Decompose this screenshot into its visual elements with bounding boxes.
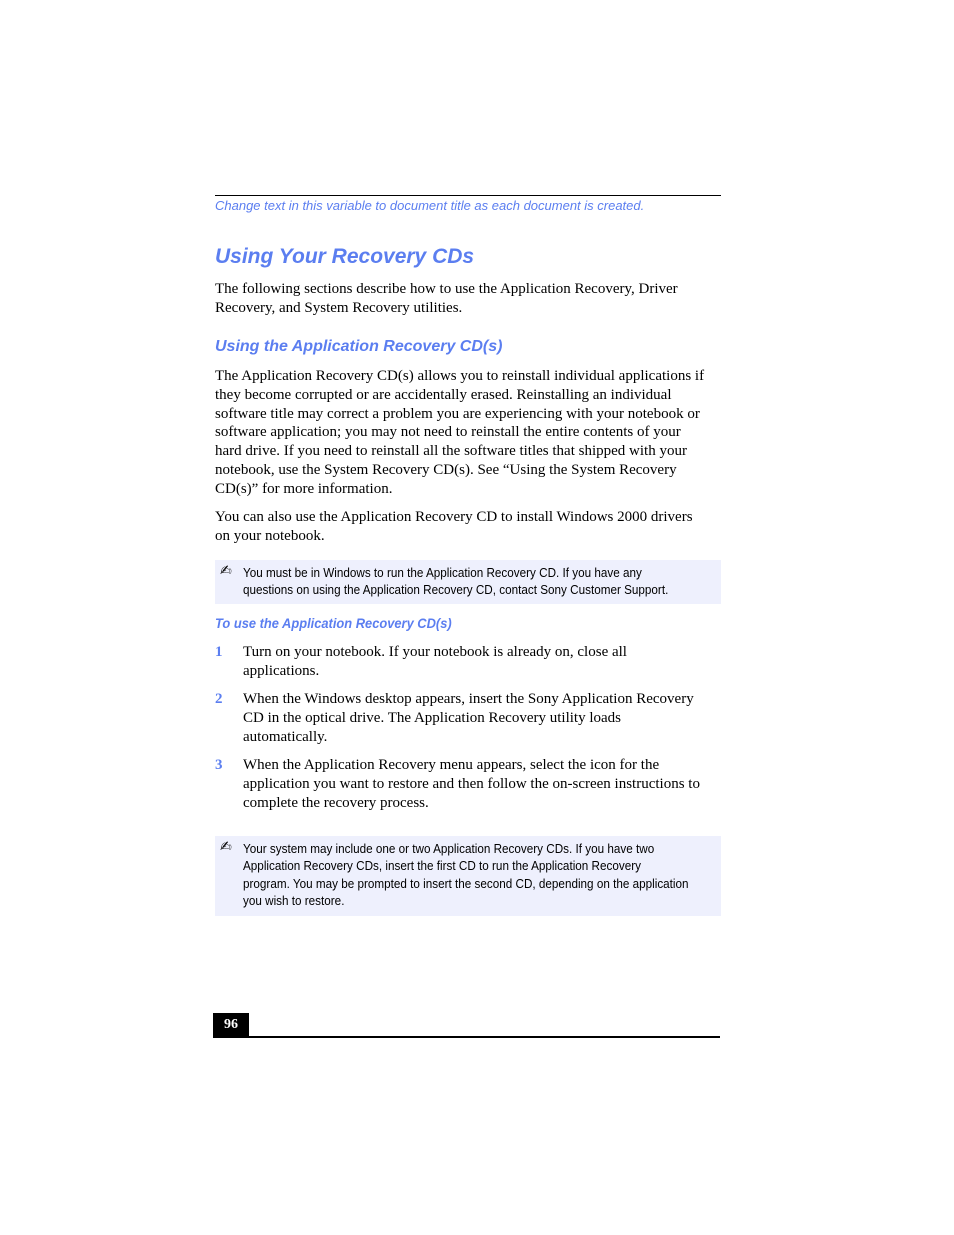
text-line: You can also use the Application Recovery CD to install Windows 2000 drivers bbox=[215, 509, 693, 525]
description-paragraph bbox=[215, 367, 721, 499]
text-line: applications. bbox=[243, 662, 320, 679]
step-text bbox=[243, 643, 721, 681]
step-text bbox=[243, 756, 721, 812]
section-title: Using Your Recovery CDs bbox=[215, 245, 475, 268]
page-number: 96 bbox=[213, 1013, 249, 1036]
note-box bbox=[215, 560, 721, 604]
note-pencil-icon: ✍ bbox=[220, 839, 232, 855]
step-number: 1 bbox=[215, 644, 223, 660]
text-line: CD in the optical drive. The Application Recovery utility loads bbox=[243, 709, 621, 726]
running-header: Change text in this variable to document title as each document is created. bbox=[215, 198, 645, 213]
text-line: CD(s)” for more information. bbox=[215, 480, 393, 497]
text-line: You must be in Windows to run the Application Recovery CD. If you have any bbox=[243, 565, 642, 580]
intro-paragraph bbox=[215, 280, 721, 318]
text-line: hard drive. If you need to reinstall all the software titles that shipped with your bbox=[215, 443, 687, 460]
text-line: they become corrupted or are accidentally erased. Reinstalling an individual bbox=[215, 386, 672, 403]
text-line: on your notebook. bbox=[215, 527, 325, 544]
footer-rule bbox=[213, 1036, 720, 1038]
text-line: When the Application Recovery menu appears, select the icon for the bbox=[243, 757, 660, 773]
text-line: program. You may be prompted to insert the second CD, depending on the application bbox=[243, 875, 689, 891]
text-line: Your system may include one or two Application Recovery CDs. If you have two bbox=[243, 841, 655, 856]
text-line: The following sections describe how to use the Application Recovery, Driver bbox=[215, 281, 678, 297]
step-number: 2 bbox=[215, 691, 223, 707]
text-line: The Application Recovery CD(s) allows you to reinstall individual applications if bbox=[215, 368, 705, 384]
text-line: Application Recovery CDs, insert the first CD to run the Application Recovery bbox=[243, 858, 641, 874]
subsection-title: Using the Application Recovery CD(s) bbox=[215, 338, 503, 355]
note-text bbox=[243, 840, 738, 909]
procedure-title: To use the Application Recovery CD(s) bbox=[215, 615, 452, 631]
text-line: When the Windows desktop appears, insert the Sony Application Recovery bbox=[243, 691, 694, 707]
text-line: automatically. bbox=[243, 728, 328, 745]
note-box bbox=[215, 836, 721, 916]
note-pencil-icon: ✍ bbox=[220, 563, 232, 579]
text-line: complete the recovery process. bbox=[243, 794, 429, 811]
text-line: you wish to restore. bbox=[243, 892, 345, 908]
text-line: software title may correct a problem you are experiencing with your notebook or bbox=[215, 405, 700, 422]
text-line: Turn on your notebook. If your notebook is already on, close all bbox=[243, 644, 627, 660]
step-number: 3 bbox=[215, 757, 223, 773]
note-text bbox=[243, 564, 716, 599]
header-rule bbox=[215, 195, 721, 196]
text-line: questions on using the Application Recovery CD, contact Sony Customer Support. bbox=[243, 582, 669, 598]
text-line: software application; you may not need to reinstall the entire contents of your bbox=[215, 424, 681, 441]
text-line: application you want to restore and then follow the on-screen instructions to bbox=[243, 775, 700, 792]
step-text bbox=[243, 690, 721, 746]
text-line: Recovery, and System Recovery utilities. bbox=[215, 299, 463, 316]
text-line: notebook, use the System Recovery CD(s). See “Using the System Recovery bbox=[215, 461, 677, 478]
drivers-paragraph bbox=[215, 508, 721, 546]
